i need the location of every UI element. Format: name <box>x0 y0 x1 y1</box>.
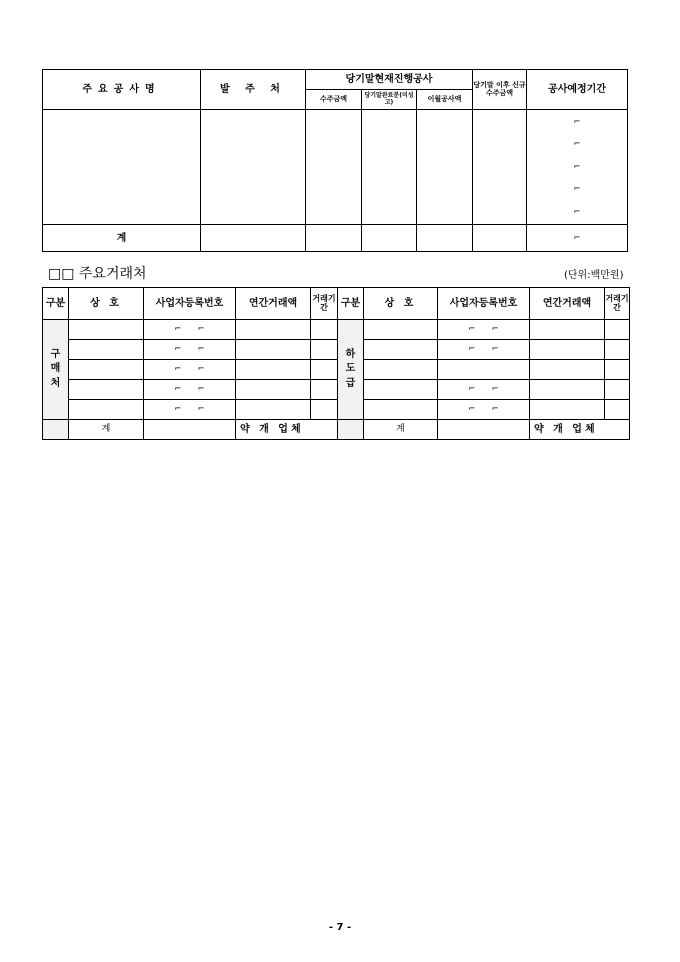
partners-section-title: □□ 주요거래처 <box>48 266 147 282</box>
total-label: 계 <box>43 225 201 252</box>
period-cell <box>605 380 630 400</box>
biz-no-mark: ⌐ ⌐ <box>468 323 499 333</box>
client-cell <box>201 110 306 225</box>
period-cell <box>311 360 338 380</box>
header-division-right: 구분 <box>338 288 364 320</box>
total-biz-no-right <box>438 420 530 440</box>
unit-label: (단위:백만원) <box>564 270 624 281</box>
period-cell <box>605 360 630 380</box>
annual-cell <box>530 360 605 380</box>
header-contract-amount: 수주금액 <box>306 90 362 110</box>
header-division-left: 구분 <box>43 288 69 320</box>
total-completed-cell <box>362 225 417 252</box>
company-cell <box>69 340 144 360</box>
project-name-cell <box>43 110 201 225</box>
biz-no-cell <box>438 340 530 360</box>
annual-cell <box>236 360 311 380</box>
biz-no-mark: ⌐ ⌐ <box>468 383 499 393</box>
header-current-projects: 당기말현재진행공사 <box>306 70 473 90</box>
biz-no-mark: ⌐ ⌐ <box>468 403 499 413</box>
header-client: 발 주 처 <box>201 70 306 110</box>
about-companies-right: 약 개 업체 <box>530 420 630 440</box>
total-client-cell <box>201 225 306 252</box>
company-cell <box>364 400 438 420</box>
header-company-right: 상 호 <box>364 288 438 320</box>
total-biz-no-left <box>144 420 236 440</box>
group-purchase <box>43 320 69 420</box>
period-mark: ⌐ <box>573 184 581 194</box>
period-mark: ⌐ <box>573 206 581 216</box>
biz-no-mark: ⌐ ⌐ <box>174 323 205 333</box>
biz-no-mark: ⌐ ⌐ <box>468 343 499 353</box>
major-projects-table <box>42 69 628 252</box>
company-cell <box>364 340 438 360</box>
company-cell <box>364 380 438 400</box>
contract-amount-cell <box>306 110 362 225</box>
biz-no-mark: ⌐ ⌐ <box>174 403 205 413</box>
period-cell <box>527 110 628 225</box>
header-annual-left: 연간거래액 <box>236 288 311 320</box>
company-cell <box>69 400 144 420</box>
partners-table <box>42 287 630 440</box>
annual-cell <box>530 380 605 400</box>
period-mark: ⌐ <box>573 116 581 126</box>
header-biz-no-right: 사업자등록번호 <box>438 288 530 320</box>
company-cell <box>69 380 144 400</box>
biz-no-cell <box>144 360 236 380</box>
annual-cell <box>236 320 311 340</box>
period-mark: ⌐ <box>573 161 581 171</box>
header-project-name: 주요공사명 <box>43 70 201 110</box>
carryover-cell <box>417 110 473 225</box>
biz-no-cell <box>438 320 530 340</box>
new-orders-cell <box>473 110 527 225</box>
biz-no-cell <box>144 380 236 400</box>
total-label-left: 계 <box>69 420 144 440</box>
header-annual-right: 연간거래액 <box>530 288 605 320</box>
header-biz-no-left: 사업자등록번호 <box>144 288 236 320</box>
biz-no-mark: ⌐ ⌐ <box>174 343 205 353</box>
biz-no-mark: ⌐ ⌐ <box>174 363 205 373</box>
annual-cell <box>530 320 605 340</box>
header-completed: 당기말완료분(미성고) <box>362 90 417 110</box>
biz-no-cell <box>144 340 236 360</box>
annual-cell <box>236 380 311 400</box>
annual-cell <box>530 340 605 360</box>
company-cell <box>69 320 144 340</box>
header-period-left: 거래기간 <box>311 288 338 320</box>
company-cell <box>364 320 438 340</box>
biz-no-cell <box>144 400 236 420</box>
annual-cell <box>236 400 311 420</box>
period-cell <box>311 400 338 420</box>
total-period-mark: ⌐ <box>527 225 628 252</box>
group-purchase-label: 구매처 <box>50 348 61 389</box>
biz-no-cell <box>438 400 530 420</box>
company-cell <box>364 360 438 380</box>
group-subcontract-label: 하도급 <box>345 348 356 389</box>
biz-no-cell <box>144 320 236 340</box>
biz-no-mark: ⌐ ⌐ <box>174 383 205 393</box>
biz-no-cell <box>438 360 530 380</box>
header-company-left: 상 호 <box>69 288 144 320</box>
period-cell <box>311 320 338 340</box>
about-companies-left: 약 개 업체 <box>236 420 338 440</box>
company-cell <box>69 360 144 380</box>
header-period: 공사예정기간 <box>527 70 628 110</box>
annual-cell <box>530 400 605 420</box>
period-cell <box>605 340 630 360</box>
page-number: - 7 - <box>328 922 352 933</box>
period-cell <box>605 400 630 420</box>
header-new-orders: 당기말 이후 신규수주금액 <box>473 70 527 110</box>
completed-cell <box>362 110 417 225</box>
total-carryover-cell <box>417 225 473 252</box>
period-cell <box>311 340 338 360</box>
group-subcontract-total-spacer <box>338 420 364 440</box>
group-subcontract <box>338 320 364 420</box>
total-new-orders-cell <box>473 225 527 252</box>
group-purchase-total-spacer <box>43 420 69 440</box>
period-cell <box>311 380 338 400</box>
total-contract-cell <box>306 225 362 252</box>
period-cell <box>605 320 630 340</box>
period-mark: ⌐ <box>573 139 581 149</box>
header-carryover: 이월공사액 <box>417 90 473 110</box>
total-label-right: 계 <box>364 420 438 440</box>
biz-no-cell <box>438 380 530 400</box>
header-period-right: 거래기간 <box>605 288 630 320</box>
annual-cell <box>236 340 311 360</box>
